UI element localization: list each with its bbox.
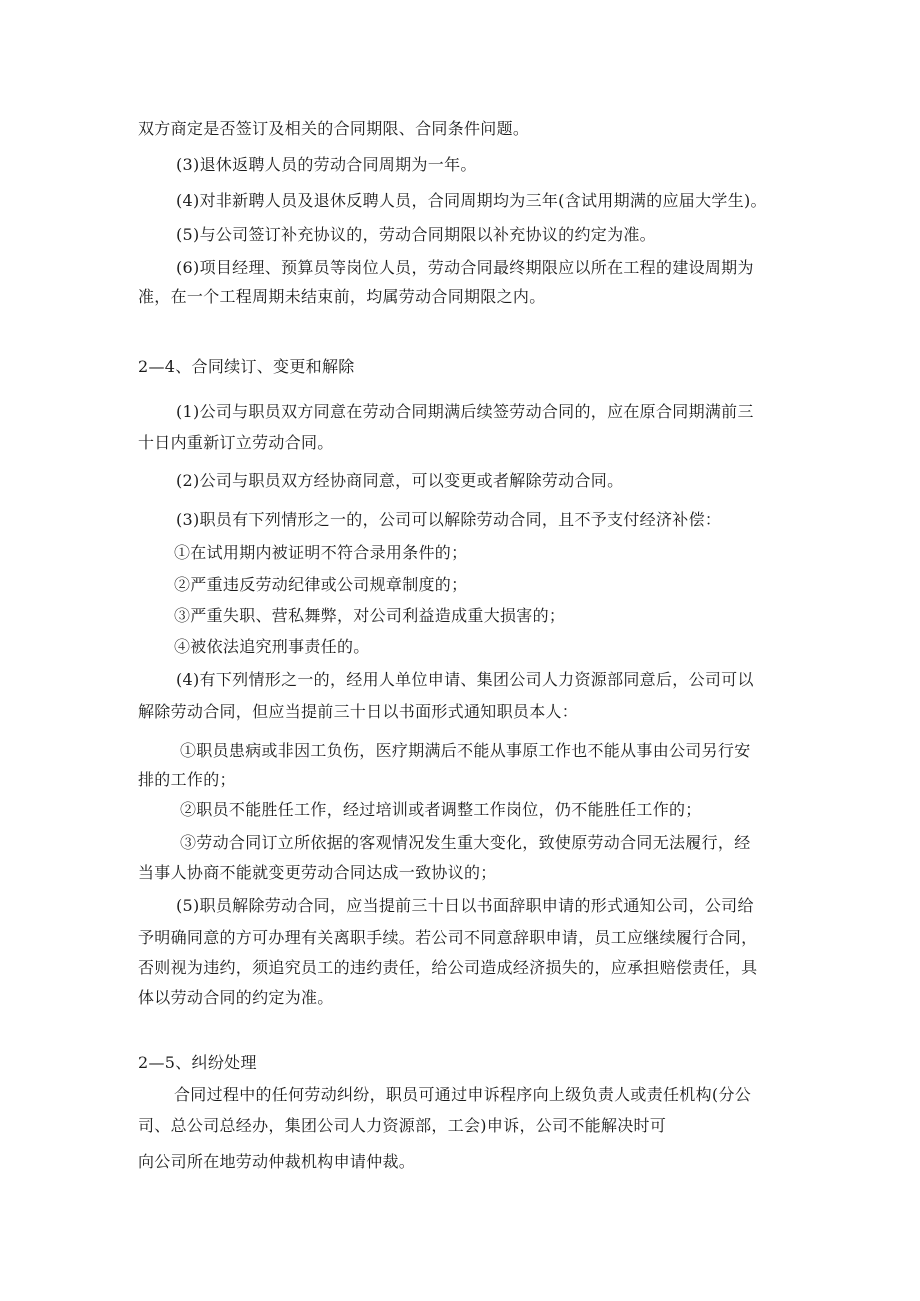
section-heading: 2—4、合同续订、变更和解除 <box>138 357 355 376</box>
list-item: ①在试用期内被证明不符合录用条件的； <box>174 543 468 562</box>
list-item: ③劳动合同订立所依据的客观情况发生重大变化，致使原劳动合同无法履行，经 <box>180 833 751 852</box>
text-line: 准，在一个工程周期未结束前，均属劳动合同期限之内。 <box>138 287 546 306</box>
text-line: 解除劳动合同，但应当提前三十日以书面形式通知职员本人： <box>138 702 579 721</box>
text-line: (6)项目经理、预算员等岗位人员，劳动合同最终期限应以所在工程的建设周期为 <box>176 258 754 277</box>
list-item: ②职员不能胜任工作，经过培训或者调整工作岗位，仍不能胜任工作的； <box>180 800 702 819</box>
text-line: 体以劳动合同的约定为准。 <box>138 988 334 1007</box>
text-line: (1)公司与职员双方同意在劳动合同期满后续签劳动合同的，应在原合同期满前三 <box>176 402 754 421</box>
list-item: ③严重失职、营私舞弊，对公司利益造成重大损害的； <box>174 606 566 625</box>
text-line: (2)公司与职员双方经协商同意，可以变更或者解除劳动合同。 <box>176 471 624 490</box>
text-line: (4)对非新聘人员及退休反聘人员，合同周期均为三年(含试用期满的应届大学生)。 <box>176 191 767 210</box>
text-line: 合同过程中的任何劳动纠纷，职员可通过申诉程序向上级负责人或责任机构(分公 <box>174 1085 752 1104</box>
text-line: 司、总公司总经办，集团公司人力资源部，工会)申诉，公司不能解决时可 <box>138 1116 667 1135</box>
text-line: 向公司所在地劳动仲裁机构申请仲裁。 <box>138 1152 416 1171</box>
list-item: ④被依法追究刑事责任的。 <box>174 637 370 656</box>
text-line: (5)与公司签订补充协议的，劳动合同期限以补充协议的约定为准。 <box>176 225 656 244</box>
text-line: (5)职员解除劳动合同，应当提前三十日以书面辞职申请的形式通知公司，公司给 <box>176 896 754 915</box>
section-heading: 2—5、纠纷处理 <box>138 1053 257 1072</box>
text-line: 十日内重新订立劳动合同。 <box>138 433 334 452</box>
text-line: (4)有下列情形之一的，经用人单位申请、集团公司人力资源部同意后，公司可以 <box>176 670 754 689</box>
list-item: ①职员患病或非因工负伤，医疗期满后不能从事原工作也不能从事由公司另行安 <box>180 741 751 760</box>
text-line: 予明确同意的方可办理有关离职手续。若公司不同意辞职申请，员工应继续履行合同， <box>138 928 758 947</box>
text-line: (3)退休返聘人员的劳动合同周期为一年。 <box>176 155 477 174</box>
text-line: 排的工作的； <box>138 770 236 789</box>
text-line: 否则视为违约，须追究员工的违约责任，给公司造成经济损失的，应承担赔偿责任，具 <box>138 958 758 977</box>
text-line: 当事人协商不能就变更劳动合同达成一致协议的； <box>138 863 497 882</box>
list-item: ②严重违反劳动纪律或公司规章制度的； <box>174 575 468 594</box>
text-line: (3)职员有下列情形之一的，公司可以解除劳动合同，且不予支付经济补偿： <box>176 510 722 529</box>
text-line: 双方商定是否签订及相关的合同期限、合同条件问题。 <box>138 119 530 138</box>
